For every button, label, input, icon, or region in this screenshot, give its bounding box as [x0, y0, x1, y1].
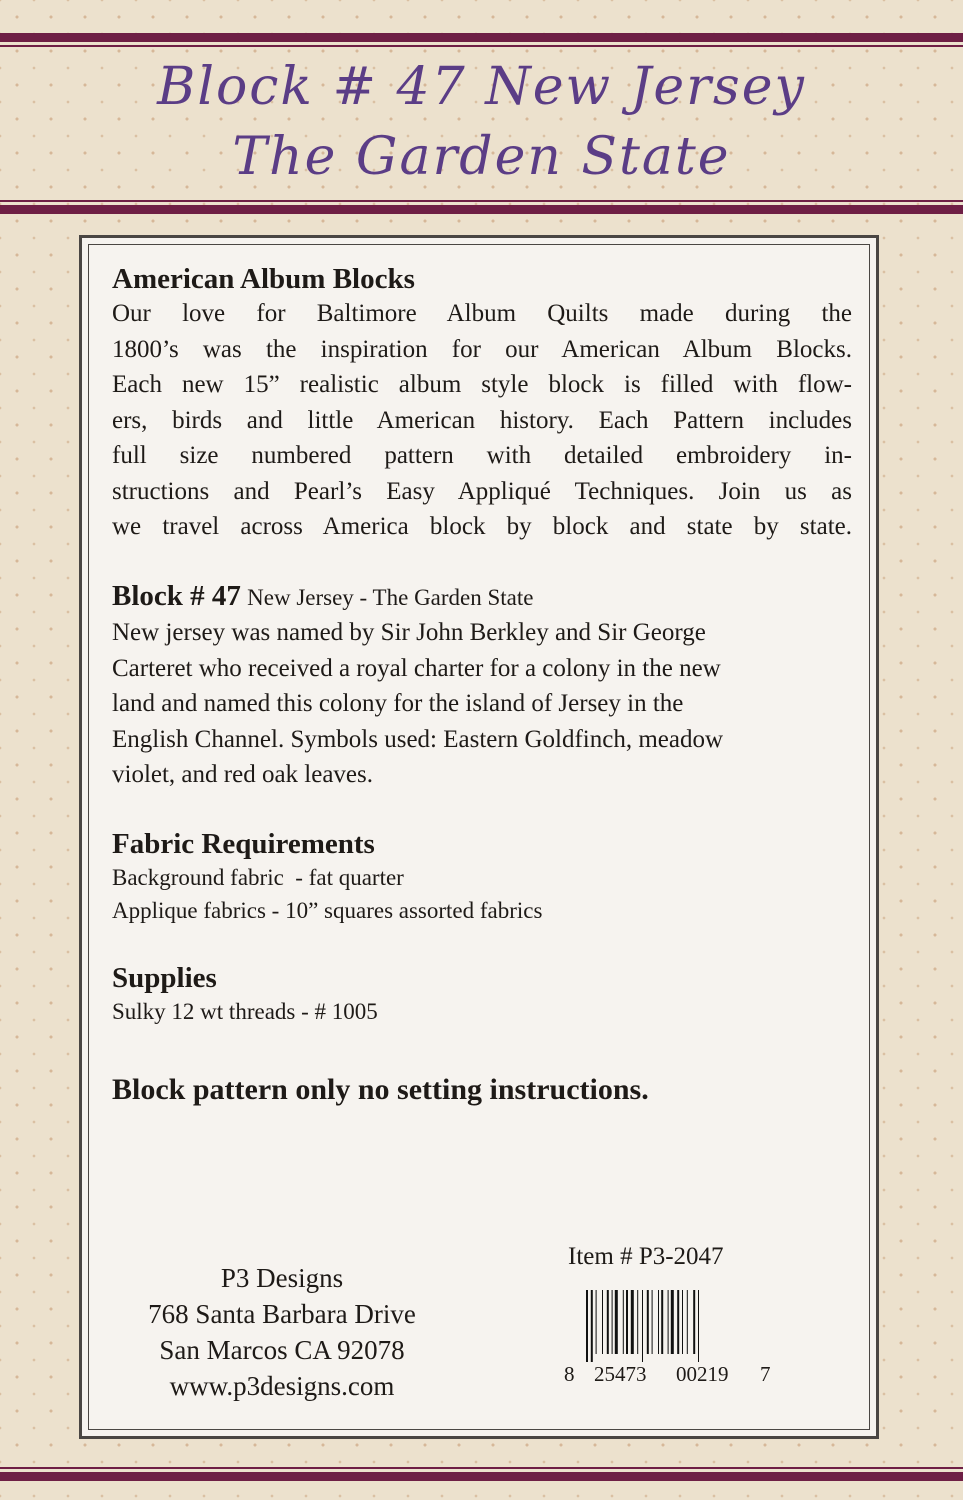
barcode-bar — [626, 1290, 628, 1354]
barcode-bar — [647, 1290, 649, 1354]
album-line: we travel across America block by block and state by state. — [112, 513, 852, 540]
fabric-heading: Fabric Requirements — [112, 827, 375, 860]
album-line: Our love for Baltimore Album Quilts made during the — [112, 300, 852, 327]
barcode-bar — [668, 1290, 669, 1354]
album-line: Each new 15” realistic album style block is filled with flow- — [112, 371, 852, 398]
item-number: Item # P3-2047 — [568, 1243, 724, 1270]
section-album — [112, 262, 852, 545]
bottom-decorative-band — [0, 1467, 963, 1481]
album-line: structions and Pearl’s Easy Appliqué Techniques. Join us as — [112, 477, 852, 505]
barcode-bar — [607, 1290, 609, 1354]
barcode-bar — [591, 1290, 593, 1362]
barcode-bar — [642, 1290, 643, 1362]
fabric-item: Background fabric - fat quarter — [112, 864, 404, 890]
content-panel — [79, 235, 879, 1439]
barcode-bar — [682, 1290, 683, 1354]
publisher-website[interactable]: www.p3designs.com — [169, 1371, 395, 1401]
barcode-bar — [612, 1290, 613, 1354]
barcode-bar — [677, 1290, 679, 1354]
block-line: New jersey was named by Sir John Berkley and Sir George — [112, 619, 706, 646]
barcode-digit-group: 25473 — [594, 1362, 647, 1386]
title-line-1: Block # 47 New Jersey — [157, 57, 806, 117]
block-line: land and named this colony for the island of Jersey in the — [112, 690, 684, 717]
block-line: English Channel. Symbols used: Eastern Goldfinch, meadow — [112, 725, 724, 753]
section-fabric — [112, 827, 852, 927]
supplies-list — [112, 995, 852, 1028]
barcode-bar — [596, 1290, 597, 1354]
block-paragraph — [112, 615, 852, 793]
supplies-item: Sulky 12 wt threads - # 1005 — [112, 998, 378, 1024]
album-line: full size numbered pattern with detailed embroidery in- — [112, 442, 852, 469]
panel-content — [112, 262, 852, 1107]
block-line: violet, and red oak leaves. — [112, 761, 374, 788]
pattern-title — [0, 52, 963, 192]
block-line: Carteret who received a royal charter for a colony in the new — [112, 654, 721, 682]
barcode-digit-group: 7 — [760, 1362, 771, 1386]
barcode-bar — [602, 1290, 603, 1354]
publisher-name: P3 Designs — [220, 1263, 344, 1293]
barcode-bar — [631, 1290, 634, 1354]
block-heading — [112, 579, 852, 616]
block-subtitle: New Jersey - The Garden State — [247, 584, 534, 610]
barcode-bar — [698, 1290, 699, 1362]
publisher-city: San Marcos CA 92078 — [159, 1335, 405, 1365]
top-decorative-band — [0, 33, 963, 47]
setting-notice: Block pattern only no setting instructions. — [112, 1072, 649, 1106]
barcode-bar — [687, 1290, 688, 1354]
publisher-address — [82, 1260, 482, 1404]
barcode-bar — [658, 1290, 659, 1354]
fabric-item: Applique fabrics - 10” squares assorted fabrics — [112, 897, 543, 923]
publisher-street: 768 Santa Barbara Drive — [148, 1299, 416, 1329]
fabric-list — [112, 861, 852, 927]
supplies-heading: Supplies — [112, 961, 217, 994]
barcode-bar — [661, 1290, 663, 1354]
barcode-digit-group: 00219 — [676, 1362, 729, 1386]
barcode-bar — [652, 1290, 653, 1354]
album-line: 1800’s was the inspiration for our American Album Blocks. — [112, 335, 852, 363]
barcode-bar — [586, 1290, 588, 1362]
block-label: Block # 47 — [112, 579, 241, 612]
album-heading: American Album Blocks — [112, 263, 415, 295]
title-line-2: The Garden State — [232, 127, 731, 187]
barcode-bar — [637, 1290, 638, 1354]
middle-decorative-band — [0, 200, 963, 214]
album-paragraph — [112, 296, 852, 545]
barcode-digit-group: 8 — [564, 1362, 575, 1386]
barcode-bar — [693, 1290, 695, 1354]
barcode-bar — [671, 1290, 674, 1354]
album-line: ers, birds and little American history. Each Pattern includes — [112, 406, 852, 434]
barcode-icon — [584, 1290, 754, 1362]
barcode-bar — [623, 1290, 624, 1354]
section-block — [112, 579, 852, 793]
section-supplies — [112, 961, 852, 1028]
barcode-bar — [615, 1290, 618, 1354]
